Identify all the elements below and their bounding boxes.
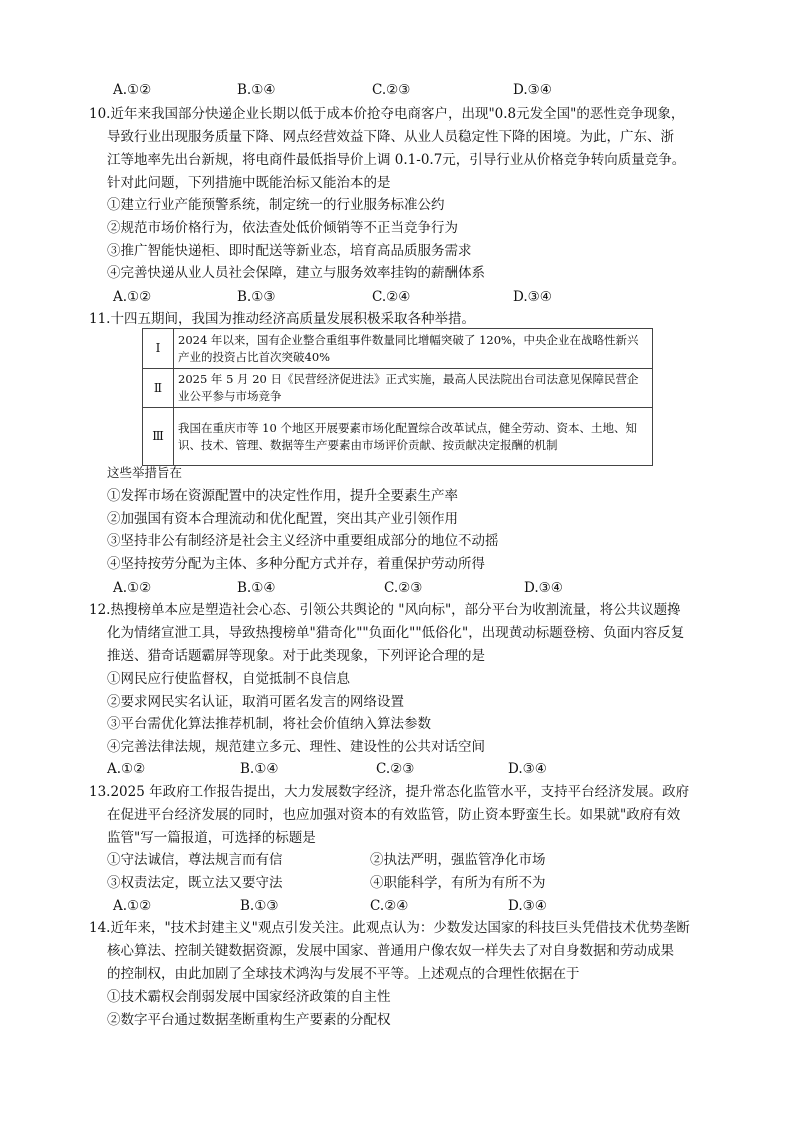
q10-option-c: C.②④ <box>372 289 411 305</box>
q14-item: ②数字平台通过数据垄断重构生产要素的分配权 <box>107 1012 391 1028</box>
q10-stem-line: 江等地率先出台新规，将电商件最低指导价上调 0.1-0.7元，引导行业从价格竞争转向质量竞争。 <box>107 152 686 168</box>
q11-lead: 这些举措旨在 <box>107 465 183 480</box>
q14-stem-line: 核心算法、控制关键数据资源，发展中国家、普通用户像农奴一样失去了对自身数据和劳动成果 <box>107 943 674 959</box>
row-text: 2024 年以来，国有企业整合重组事件数量同比增幅突破了 120%，中央企业在战略性新兴产业的投资占比首次突破40% <box>174 329 653 369</box>
q13-option-b: B.①③ <box>240 898 279 914</box>
table-row <box>143 329 653 369</box>
q11-stem: 11.十四五期间，我国为推动经济高质量发展积极采取各种举措。 <box>89 311 475 327</box>
q12-item: ②要求网民实名认证，取消可匿名发言的网络设置 <box>107 694 404 710</box>
q10-option-b: B.①③ <box>237 289 276 305</box>
q14-stem-line: 14.近年来，"技术封建主义"观点引发关注。此观点认为：少数发达国家的科技巨头凭借技术优势垄断 <box>89 920 690 936</box>
q12-option-a: A.①② <box>107 761 146 777</box>
q9-option-b: B.①④ <box>237 82 276 98</box>
q14-item: ①技术霸权会削弱发展中国家经济政策的自主性 <box>107 989 391 1005</box>
q9-option-d: D.③④ <box>513 82 552 98</box>
q10-item: ①建立行业产能预警系统，制定统一的行业服务标准公约 <box>107 197 445 213</box>
q13-item: ①守法诚信，尊法规言而有信 <box>107 852 283 868</box>
q10-item: ④完善快递从业人员社会保障，建立与服务效率挂钩的薪酬体系 <box>107 265 485 281</box>
q11-item: ①发挥市场在资源配置中的决定性作用，提升全要素生产率 <box>107 488 458 504</box>
row-text: 我国在重庆市等 10 个地区开展要素市场化配置综合改革试点，健全劳动、资本、土地、知识、技术、管理、数据等生产要素由市场评价贡献、按贡献决定报酬的机制 <box>174 408 653 466</box>
q9-option-a: A.①② <box>113 82 152 98</box>
q9-option-c: C.②③ <box>372 82 411 98</box>
q13-item: ③权责法定，既立法又要守法 <box>107 875 283 891</box>
q13-stem-line: 在促进平台经济发展的同时，也应加强对资本的有效监管，防止资本野蛮生长。如果就"政府有效 <box>107 807 681 823</box>
q10-item: ②规范市场价格行为，依法查处低价倾销等不正当竞争行为 <box>107 220 458 236</box>
q14-stem-line: 的控制权，由此加剧了全球技术鸿沟与发展不平等。上述观点的合理性依据在于 <box>107 966 580 982</box>
q11-item: ③坚持非公有制经济是社会主义经济中重要组成部分的地位不动摇 <box>107 533 499 549</box>
q13-item: ②执法严明，强监管净化市场 <box>370 852 546 868</box>
q10-option-d: D.③④ <box>513 289 552 305</box>
q11-item: ④坚持按劳分配为主体、多种分配方式并存，着重保护劳动所得 <box>107 556 485 572</box>
q12-stem-line: 推送、猎奇话题霸屏等现象。对于此类现象，下列评论合理的是 <box>107 648 485 664</box>
q10-stem-line: 针对此问题，下列措施中既能治标又能治本的是 <box>107 175 391 191</box>
q11-item: ②加强国有资本合理流动和优化配置，突出其产业引领作用 <box>107 511 458 527</box>
q13-stem-line: 监管"写一篇报道，可选择的标题是 <box>107 830 316 846</box>
row-text: 2025 年 5 月 20 日《民营经济促进法》正式实施，最高人民法院出台司法意见保障民营企业公平参与市场竞争 <box>174 369 653 408</box>
q13-option-a: A.①② <box>113 898 152 914</box>
table-row <box>143 408 653 466</box>
q13-item: ④职能科学，有所为有所不为 <box>370 875 546 891</box>
q11-option-b: B.①④ <box>237 580 276 596</box>
row-number: Ⅰ <box>143 329 174 369</box>
q12-item: ③平台需优化算法推荐机制，将社会价值纳入算法参数 <box>107 716 431 732</box>
q12-stem-line: 化为情绪宣泄工具，导致热搜榜单"猎奇化""负面化""低俗化"，出现黄动标题登榜、负面内容反复 <box>107 625 685 641</box>
table-row <box>143 369 653 408</box>
q10-stem-line: 导致行业出现服务质量下降、网点经营效益下降、从业人员稳定性下降的困境。为此，广东、浙 <box>107 129 674 145</box>
q11-option-d: D.③④ <box>524 580 563 596</box>
q10-item: ③推广智能快递柜、即时配送等新业态，培育高品质服务需求 <box>107 243 472 259</box>
q12-option-d: D.③④ <box>508 761 547 777</box>
row-number: Ⅲ <box>143 408 174 466</box>
q11-option-c: C.②③ <box>384 580 423 596</box>
q12-option-b: B.①④ <box>240 761 279 777</box>
q12-item: ①网民应行使监督权，自觉抵制不良信息 <box>107 671 350 687</box>
q12-item: ④完善法律法规，规范建立多元、理性、建设性的公共对话空间 <box>107 739 485 755</box>
q10-stem-line: 10.近年来我国部分快递企业长期以低于成本价抢夺电商客户，出现"0.8元发全国"的恶性竞争现象， <box>89 106 685 122</box>
q10-option-a: A.①② <box>113 289 152 305</box>
q11-measures-table <box>142 328 653 466</box>
q13-option-c: C.②④ <box>370 898 409 914</box>
q13-option-d: D.③④ <box>508 898 547 914</box>
q12-option-c: C.②③ <box>376 761 415 777</box>
row-number: Ⅱ <box>143 369 174 408</box>
q11-option-a: A.①② <box>113 580 152 596</box>
q13-stem-line: 13.2025 年政府工作报告提出，大力发展数字经济，提升常态化监管水平，支持平台经济发展。政府 <box>89 784 690 800</box>
q12-stem-line: 12.热搜榜单本应是塑造社会心态、引领公共舆论的 "风向标"，部分平台为收割流量，将公共议题搀 <box>89 602 681 618</box>
